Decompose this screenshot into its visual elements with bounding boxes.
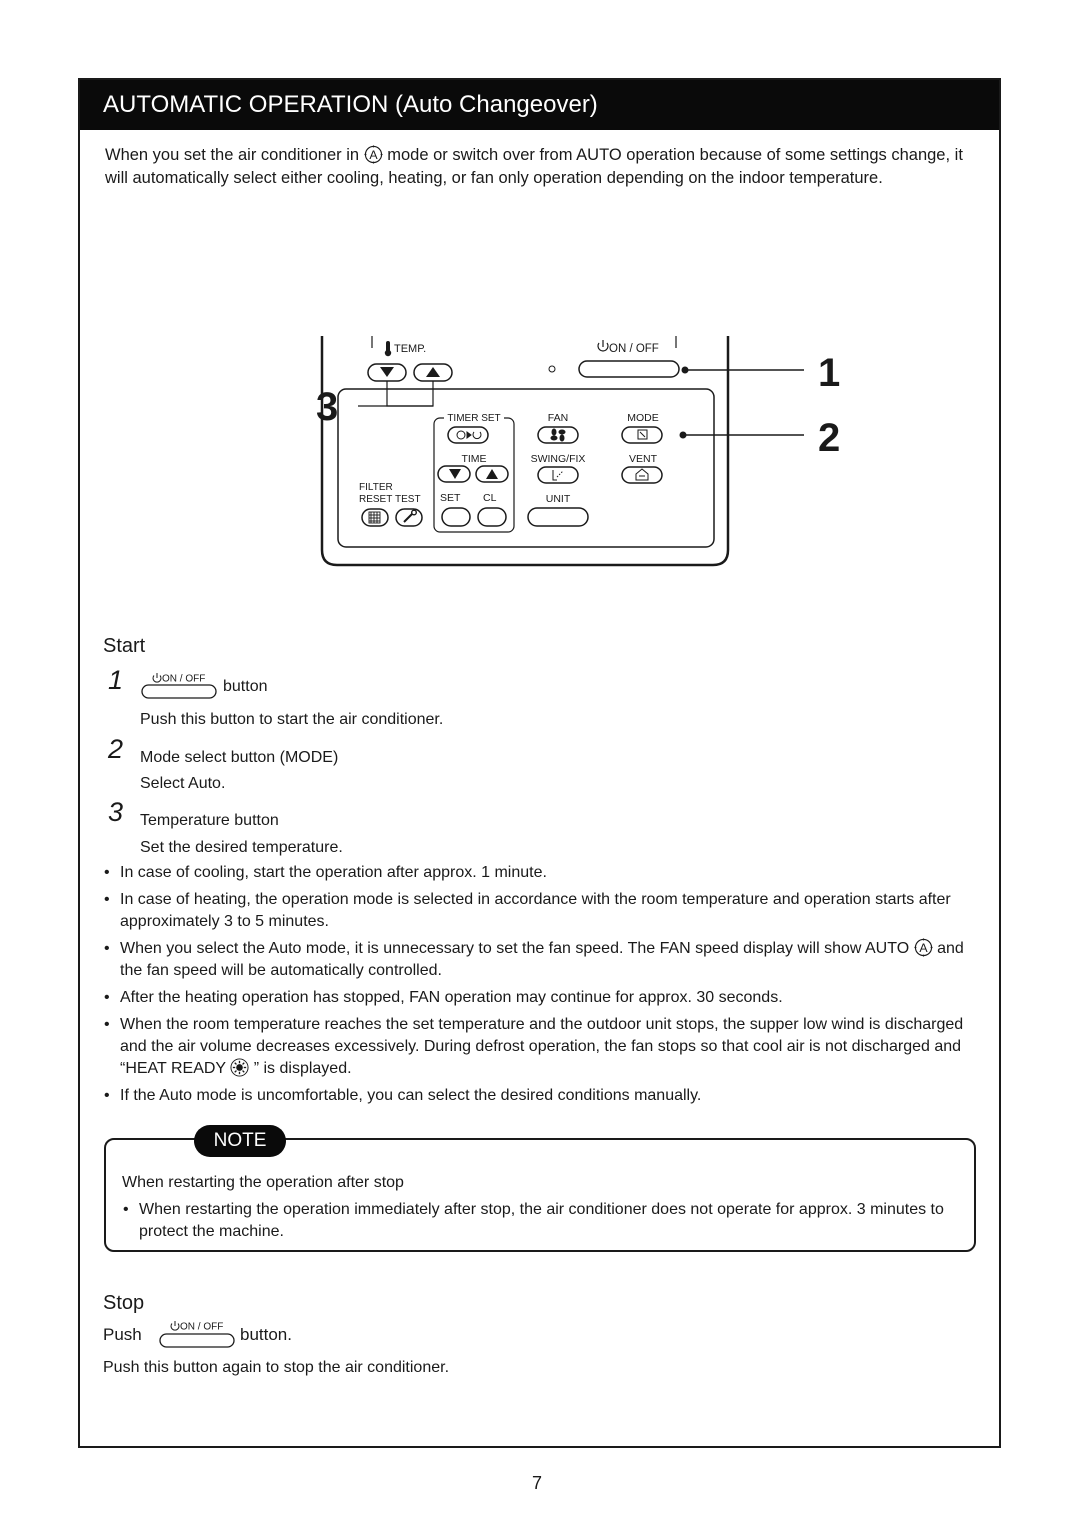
set-button [442, 508, 470, 526]
stop-heading: Stop [103, 1292, 145, 1314]
test-label: TEST [395, 494, 421, 505]
on-off-button [579, 361, 679, 377]
svg-text:A: A [369, 147, 378, 162]
fan-icon [551, 429, 566, 442]
down-arrow-icon [380, 367, 394, 377]
step-3-title: Temperature button [140, 812, 279, 829]
wrench-icon [404, 510, 416, 522]
filter-label: FILTER [359, 482, 393, 493]
ventilation-icon [636, 469, 648, 480]
page-frame [78, 78, 1001, 1448]
on-off-button-icon [140, 672, 220, 700]
filter-icon [369, 512, 380, 523]
unit-label: UNIT [545, 493, 571, 505]
callout-3: 3 [316, 385, 339, 429]
callout-1: 1 [818, 351, 841, 395]
fan-label: FAN [547, 412, 569, 424]
step-3-desc: Set the desired temperature. [140, 839, 343, 856]
power-icon [598, 340, 608, 351]
bullet-item: • If the Auto mode is uncomfortable, you can select the desired conditions manually. [102, 1085, 982, 1107]
note-badge: NOTE [194, 1125, 286, 1157]
note-heading: When restarting the operation after stop [122, 1174, 404, 1191]
unit-button [528, 508, 588, 526]
note-box [104, 1130, 976, 1252]
auto-mode-icon [364, 145, 383, 164]
fan-button [538, 427, 578, 443]
reset-label: RESET [359, 494, 393, 505]
bullet-item: • When the room temperature reaches the set temperature and the outdoor unit stops, the supper low wind is discharged and the air volume decreases excessively. During defrost operation, the fan stops so that cool air is not discharged and “HEAT READY ” is displayed. [102, 1014, 982, 1080]
stop-button-text: button. [240, 1325, 292, 1344]
step-3-number: 3 [108, 797, 124, 827]
auto-mode-icon [914, 938, 933, 957]
mode-label: MODE [627, 412, 659, 424]
cl-button [478, 508, 506, 526]
svg-text:A: A [919, 940, 928, 955]
on-off-label: ON / OFF [609, 343, 659, 355]
heat-ready-icon [230, 1058, 249, 1077]
svg-text:ON / OFF: ON / OFF [162, 673, 206, 685]
up-arrow-icon [426, 367, 440, 377]
start-heading: Start [103, 635, 146, 657]
info-bullet-list [102, 862, 982, 1112]
stop-push-text: Push [103, 1325, 142, 1344]
timer-group [434, 418, 514, 532]
on-off-button-icon [158, 1320, 238, 1350]
note-bullet-item: • When restarting the operation immediately after stop, the air conditioner does not operate for approx. 3 minutes to protect the machine. [121, 1199, 971, 1243]
timer-icon [457, 431, 481, 439]
step-1-desc: Push this button to start the air conditioner. [140, 711, 444, 728]
stop-desc: Push this button again to stop the air conditioner. [103, 1359, 450, 1376]
louver-swing-icon [553, 470, 563, 480]
remote-control-diagram [316, 336, 866, 576]
note-bullet-list [121, 1199, 971, 1243]
intro-text-1: When you set the air conditioner in [105, 146, 360, 164]
up-arrow-icon [486, 469, 498, 479]
bullet-item: • In case of heating, the operation mode is selected in accordance with the room temperature and operation starts after approximately 3 to 5 minutes. [102, 889, 982, 933]
bullet-item: • In case of cooling, start the operation after approx. 1 minute. [102, 862, 982, 884]
down-arrow-icon [449, 469, 461, 479]
thermometer-icon [385, 341, 391, 356]
vent-label: VENT [628, 453, 658, 465]
step-1-title: button [223, 678, 268, 695]
timer-set-label: TIMER SET [447, 413, 501, 424]
indicator-lamp [549, 366, 555, 372]
mode-icon [638, 430, 647, 439]
time-label: TIME [461, 453, 487, 465]
temp-label: TEMP. [394, 343, 427, 355]
bullet-item: • After the heating operation has stopped, FAN operation may continue for approx. 30 seconds. [102, 987, 982, 1009]
bullet-item: • When you select the Auto mode, it is unnecessary to set the fan speed. The FAN speed display will show AUTO A and the fan speed will be automatically controlled. [102, 938, 982, 982]
mode-button [622, 427, 662, 443]
filter-reset-button [362, 509, 388, 526]
intro-text-2: mode or switch over from AUTO operation because of some settings change, it will automatically select either cooling, heating, or fan only operation depending on the indoor temperature. [105, 146, 963, 187]
section-title: AUTOMATIC OPERATION (Auto Changeover) [80, 80, 999, 130]
step-2-number: 2 [108, 734, 124, 764]
swing-fix-label: SWING/FIX [530, 453, 586, 465]
page-number: 7 [532, 1473, 543, 1493]
cl-label: CL [483, 492, 497, 504]
svg-text:ON / OFF: ON / OFF [180, 1321, 224, 1333]
intro-paragraph [105, 144, 985, 190]
step-2-title: Mode select button (MODE) [140, 749, 339, 766]
swing-fix-button [538, 467, 578, 483]
callout-2: 2 [818, 416, 841, 460]
step-1-number: 1 [108, 665, 124, 695]
step-2-desc: Select Auto. [140, 775, 226, 792]
set-label: SET [440, 492, 461, 504]
